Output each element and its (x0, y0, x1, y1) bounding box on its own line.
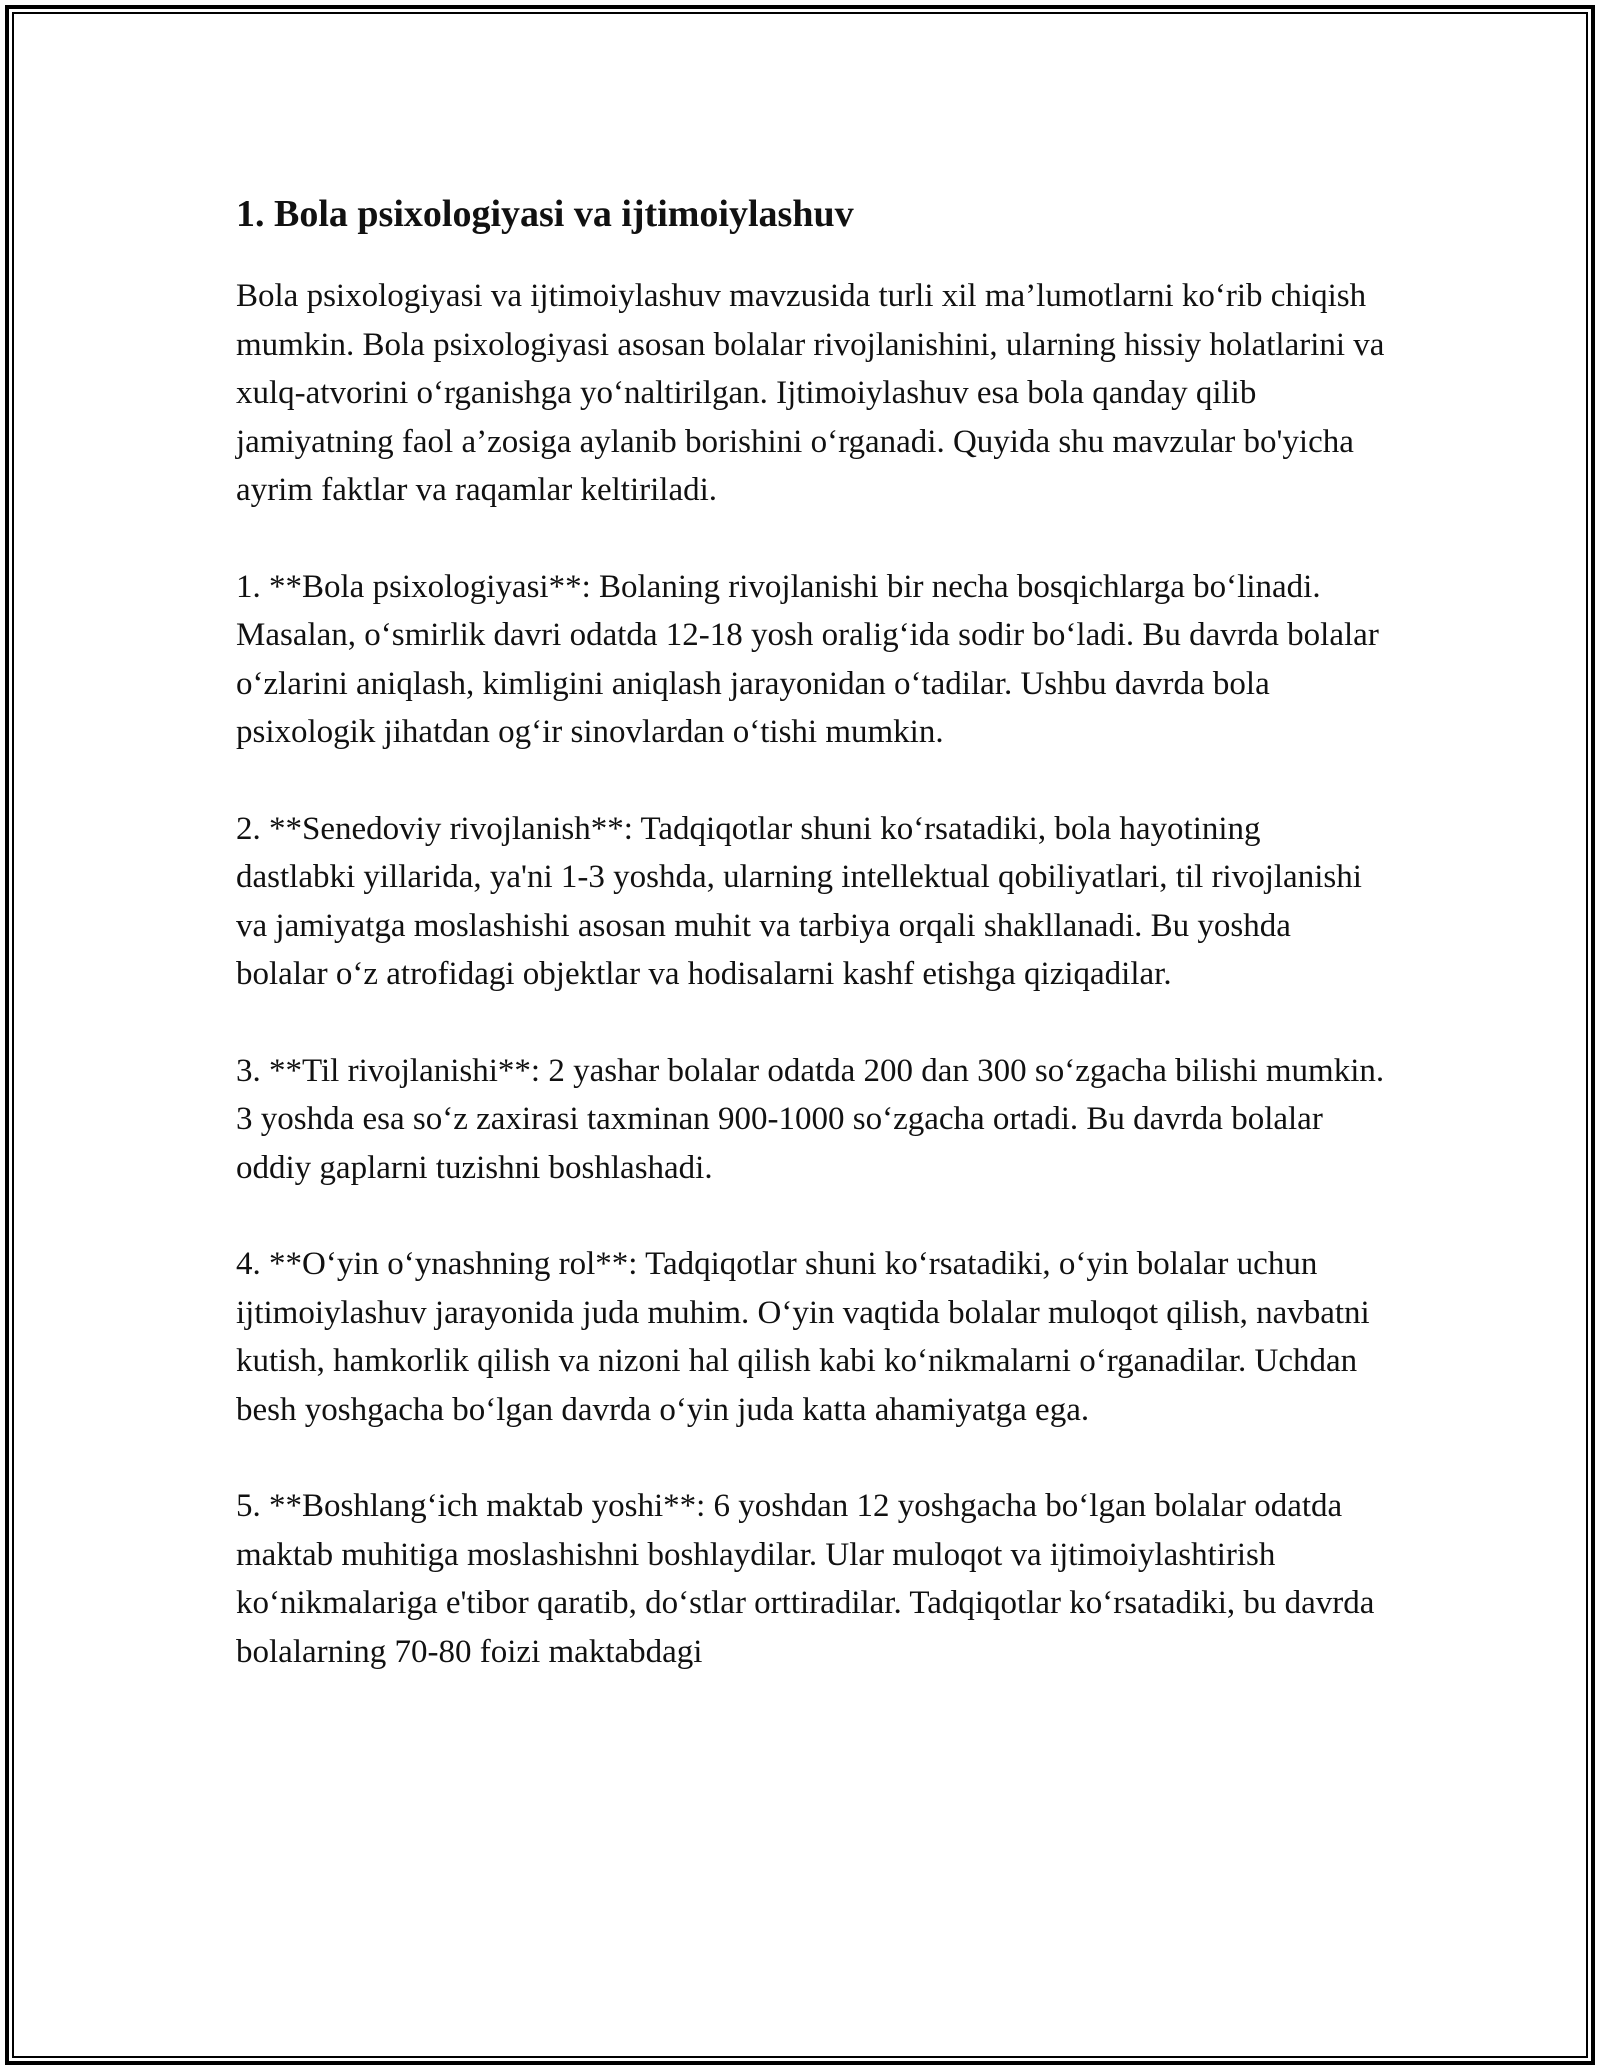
document-body (236, 186, 1386, 1724)
section-heading: 1. Bola psixologiyasi va ijtimoiylashuv (236, 193, 854, 235)
paragraph-early-development: 2. **Senedoviy rivojlanish**: Tadqiqotlar shuni ko‘rsatadiki, bola hayotining dastlabki yillarida, ya'ni 1-3 yoshda, ularning intellektual qobiliyatlari, til rivojlanishi va jamiyatga moslashishi asosan muhit va tarbiya orqali shakllanadi. Bu yoshda bolalar o‘z atrofidagi objektlar va hodisalarni kashf etishga qiziqadilar. (236, 810, 1362, 992)
paragraph-child-psychology: 1. **Bola psixologiyasi**: Bolaning rivojlanishi bir necha bosqichlarga bo‘linadi. Masalan, o‘smirlik davri odatda 12-18 yosh oralig‘ida sodir bo‘ladi. Bu davrda bolalar o‘zlarini aniqlash, kimligini aniqlash jarayonidan o‘tadilar. Ushbu davrda bola psixologik jihatdan og‘ir sinovlardan o‘tishi mumkin. (236, 568, 1379, 750)
paragraph-role-of-play: 4. **O‘yin o‘ynashning rol**: Tadqiqotlar shuni ko‘rsatadiki, o‘yin bolalar uchun ijtimoiylashuv jarayonida juda muhim. O‘yin vaqtida bolalar muloqot qilish, navbatni kutish, hamkorlik qilish va nizoni hal qilish kabi ko‘nikmalarni o‘rganadilar. Uchdan besh yoshgacha bo‘lgan davrda o‘yin juda katta ahamiyatga ega. (236, 1246, 1370, 1428)
paragraph-language-development: 3. **Til rivojlanishi**: 2 yashar bolalar odatda 200 dan 300 so‘zgacha bilishi mumkin. 3 yoshda esa so‘z zaxirasi taxminan 900-1000 so‘zgacha ortadi. Bu davrda bolalar oddiy gaplarni tuzishni boshlashadi. (236, 1052, 1385, 1186)
intro-paragraph: Bola psixologiyasi va ijtimoiylashuv mavzusida turli xil ma’lumotlarni ko‘rib chiqish mumkin. Bola psixologiyasi asosan bolalar rivojlanishini, ularning hissiy holatlarini va xulq-atvorini o‘rganishga yo‘naltirilgan. Ijtimoiylashuv esa bola qanday qilib jamiyatning faol a’zosiga aylanib borishini o‘rganadi. Quyida shu mavzular bo'yicha ayrim faktlar va raqamlar keltiriladi. (236, 278, 1385, 508)
paragraph-primary-school-age: 5. **Boshlang‘ich maktab yoshi**: 6 yoshdan 12 yoshgacha bo‘lgan bolalar odatda maktab muhitiga moslashishni boshlaydilar. Ular muloqot va ijtimoiylashtirish ko‘nikmalariga e'tibor qaratib, do‘stlar orttiradilar. Tadqiqotlar ko‘rsatadiki, bu davrda bolalarning 70-80 foizi maktabdagi (236, 1488, 1375, 1670)
